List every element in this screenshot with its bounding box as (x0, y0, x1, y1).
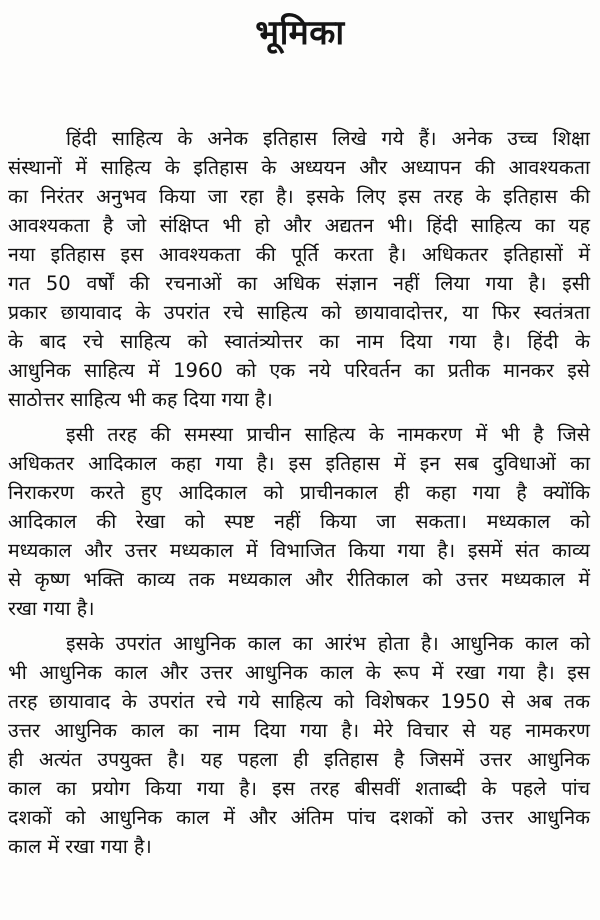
text-line: का निरंतर अनुभव किया जा रहा है। इसके लिए इस तरह के इतिहास की (8, 185, 590, 208)
text-line: भी आधुनिक काल और उत्तर आधुनिक काल के रूप में रखा गया है। इस (8, 661, 590, 684)
text-line: साठोत्तर साहित्य भी कह दिया गया है। (8, 388, 273, 411)
text-line: मध्यकाल और उत्तर मध्यकाल में विभाजित किया गया है। इसमें संत काव्य (8, 539, 590, 562)
text-line: संस्थानों में साहित्य के इतिहास के अध्ययन और अध्यापन की आवश्यकता (8, 156, 590, 179)
text-line: उत्तर आधुनिक काल का नाम दिया गया है। मेरे विचार से यह नामकरण (8, 719, 590, 742)
text-line: आधुनिक साहित्य में 1960 को एक नये परिवर्तन का प्रतीक मानकर इसे (8, 359, 590, 382)
text-line: नया इतिहास इस आवश्यकता की पूर्ति करता है। अधिकतर इतिहासों में (8, 243, 590, 266)
text-line: काल का प्रयोग किया गया है। इस तरह बीसवीं शताब्दी के पहले पांच (8, 777, 590, 800)
text-line: से कृष्ण भक्ति काव्य तक मध्यकाल और रीतिकाल को उत्तर मध्यकाल में (8, 568, 590, 591)
text-line: इसी तरह की समस्या प्राचीन साहित्य के नामकरण में भी है जिसे (66, 423, 590, 446)
paragraph-1 (8, 124, 590, 414)
text-line: हिंदी साहित्य के अनेक इतिहास लिखे गये हैं। अनेक उच्च शिक्षा (66, 127, 590, 150)
text-line: ही अत्यंत उपयुक्त है। यह पहला ही इतिहास है जिसमें उत्तर आधुनिक (8, 748, 590, 771)
text-line: गत 50 वर्षों की रचनाओं का अधिक संज्ञान नहीं लिया गया है। इसी (8, 272, 590, 295)
text-line: आवश्यकता है जो संक्षिप्त भी हो और अद्यतन भी। हिंदी साहित्य का यह (8, 214, 590, 237)
text-line: अधिकतर आदिकाल कहा गया है। इस इतिहास में इन सब दुविधाओं का (8, 452, 590, 475)
text-line: प्रकार छायावाद के उपरांत रचे साहित्य को छायावादोत्तर, या फिर स्वतंत्रता (8, 301, 590, 324)
text-line: दशकों को आधुनिक काल में और अंतिम पांच दशकों को उत्तर आधुनिक (8, 806, 590, 829)
text-line: निराकरण करते हुए आदिकाल को प्राचीनकाल ही कहा गया है क्योंकि (8, 481, 590, 504)
document-body (8, 124, 590, 867)
text-line: आदिकाल की रेखा को स्पष्ट नहीं किया जा सकता। मध्यकाल को (8, 510, 590, 533)
text-line: इसके उपरांत आधुनिक काल का आरंभ होता है। आधुनिक काल को (66, 632, 590, 655)
paragraph-2 (8, 420, 590, 623)
text-line: रखा गया है। (8, 597, 95, 620)
text-line: काल में रखा गया है। (8, 835, 152, 858)
text-line: के बाद रचे साहित्य को स्वातंत्र्योत्तर का नाम दिया गया है। हिंदी के (8, 330, 590, 353)
page-title: भूमिका (255, 13, 345, 53)
text-line: तरह छायावाद के उपरांत रचे गये साहित्य को विशेषकर 1950 से अब तक (8, 690, 590, 713)
paragraph-3 (8, 629, 590, 861)
